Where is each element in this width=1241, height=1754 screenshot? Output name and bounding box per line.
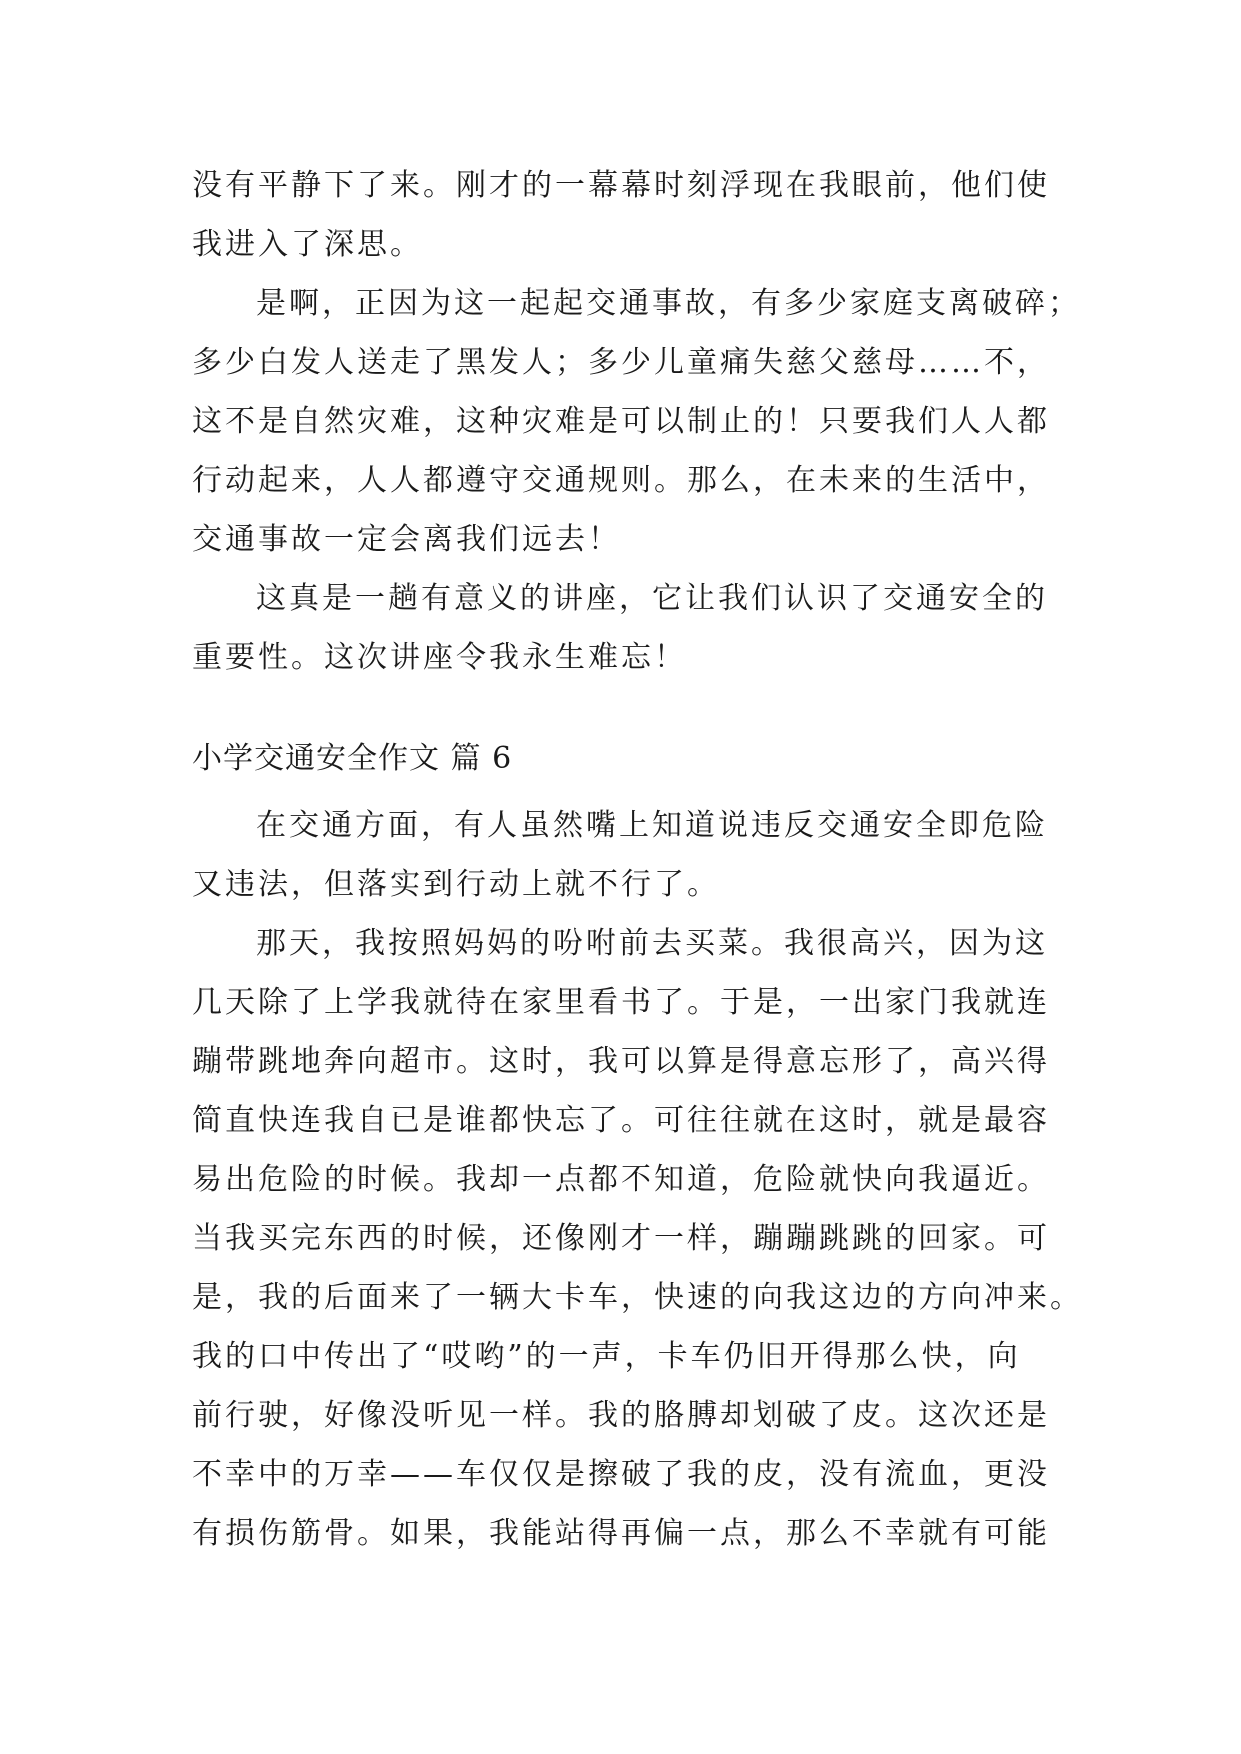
- heading-number: 篇 6: [450, 741, 513, 776]
- paragraph-line: 有损伤筋骨。如果，我能站得再偏一点，那么不幸就有可能: [192, 1516, 1050, 1551]
- paragraph-line: 我的口中传出了“哎哟”的一声，卡车仍旧开得那么快，向: [192, 1339, 1021, 1374]
- paragraph-line: 在交通方面，有人虽然嘴上知道说违反交通安全即危险: [256, 808, 1048, 843]
- paragraph-line: 行动起来，人人都遵守交通规则。那么，在未来的生活中，: [192, 463, 1050, 498]
- paragraph-line: 前行驶，好像没听见一样。我的胳膊却划破了皮。这次还是: [192, 1398, 1050, 1433]
- paragraph-line: 不幸中的万幸——车仅仅是擦破了我的皮，没有流血，更没: [192, 1457, 1050, 1492]
- paragraph-line: 是，我的后面来了一辆大卡车，快速的向我这边的方向冲来。: [192, 1280, 1083, 1315]
- paragraph-line: 又违法，但落实到行动上就不行了。: [192, 867, 720, 902]
- paragraph-line: 当我买完东西的时候，还像刚才一样，蹦蹦跳跳的回家。可: [192, 1221, 1050, 1256]
- paragraph-line: 易出危险的时候。我却一点都不知道，危险就快向我逼近。: [192, 1162, 1050, 1197]
- previous-essay-ending: [192, 156, 1081, 687]
- heading-title: 小学交通安全作文: [192, 741, 440, 776]
- paragraph-line: 没有平静下了来。刚才的一幕幕时刻浮现在我眼前，他们使: [192, 168, 1050, 203]
- paragraph-line: 简直快连我自已是谁都快忘了。可往往就在这时，就是最容: [192, 1103, 1050, 1138]
- paragraph-line: 蹦带跳地奔向超市。这时，我可以算是得意忘形了，高兴得: [192, 1044, 1050, 1079]
- paragraph-line: 交通事故一定会离我们远去！: [192, 522, 621, 557]
- essay-heading: [192, 734, 512, 784]
- paragraph-line: 是啊，正因为这一起起交通事故，有多少家庭支离破碎；: [256, 286, 1081, 321]
- paragraph-line: 重要性。这次讲座令我永生难忘！: [192, 640, 687, 675]
- paragraph-line: 几天除了上学我就待在家里看书了。于是，一出家门我就连: [192, 985, 1050, 1020]
- paragraph-line: 多少白发人送走了黑发人；多少儿童痛失慈父慈母……不，: [192, 345, 1050, 380]
- paragraph-line: 我进入了深思。: [192, 227, 423, 262]
- paragraph-line: 那天，我按照妈妈的吩咐前去买菜。我很高兴，因为这: [256, 926, 1048, 961]
- paragraph-line: 这不是自然灾难，这种灾难是可以制止的！只要我们人人都: [192, 404, 1050, 439]
- paragraph-line: 这真是一趟有意义的讲座，它让我们认识了交通安全的: [256, 581, 1048, 616]
- essay-6-body: [192, 796, 1083, 1563]
